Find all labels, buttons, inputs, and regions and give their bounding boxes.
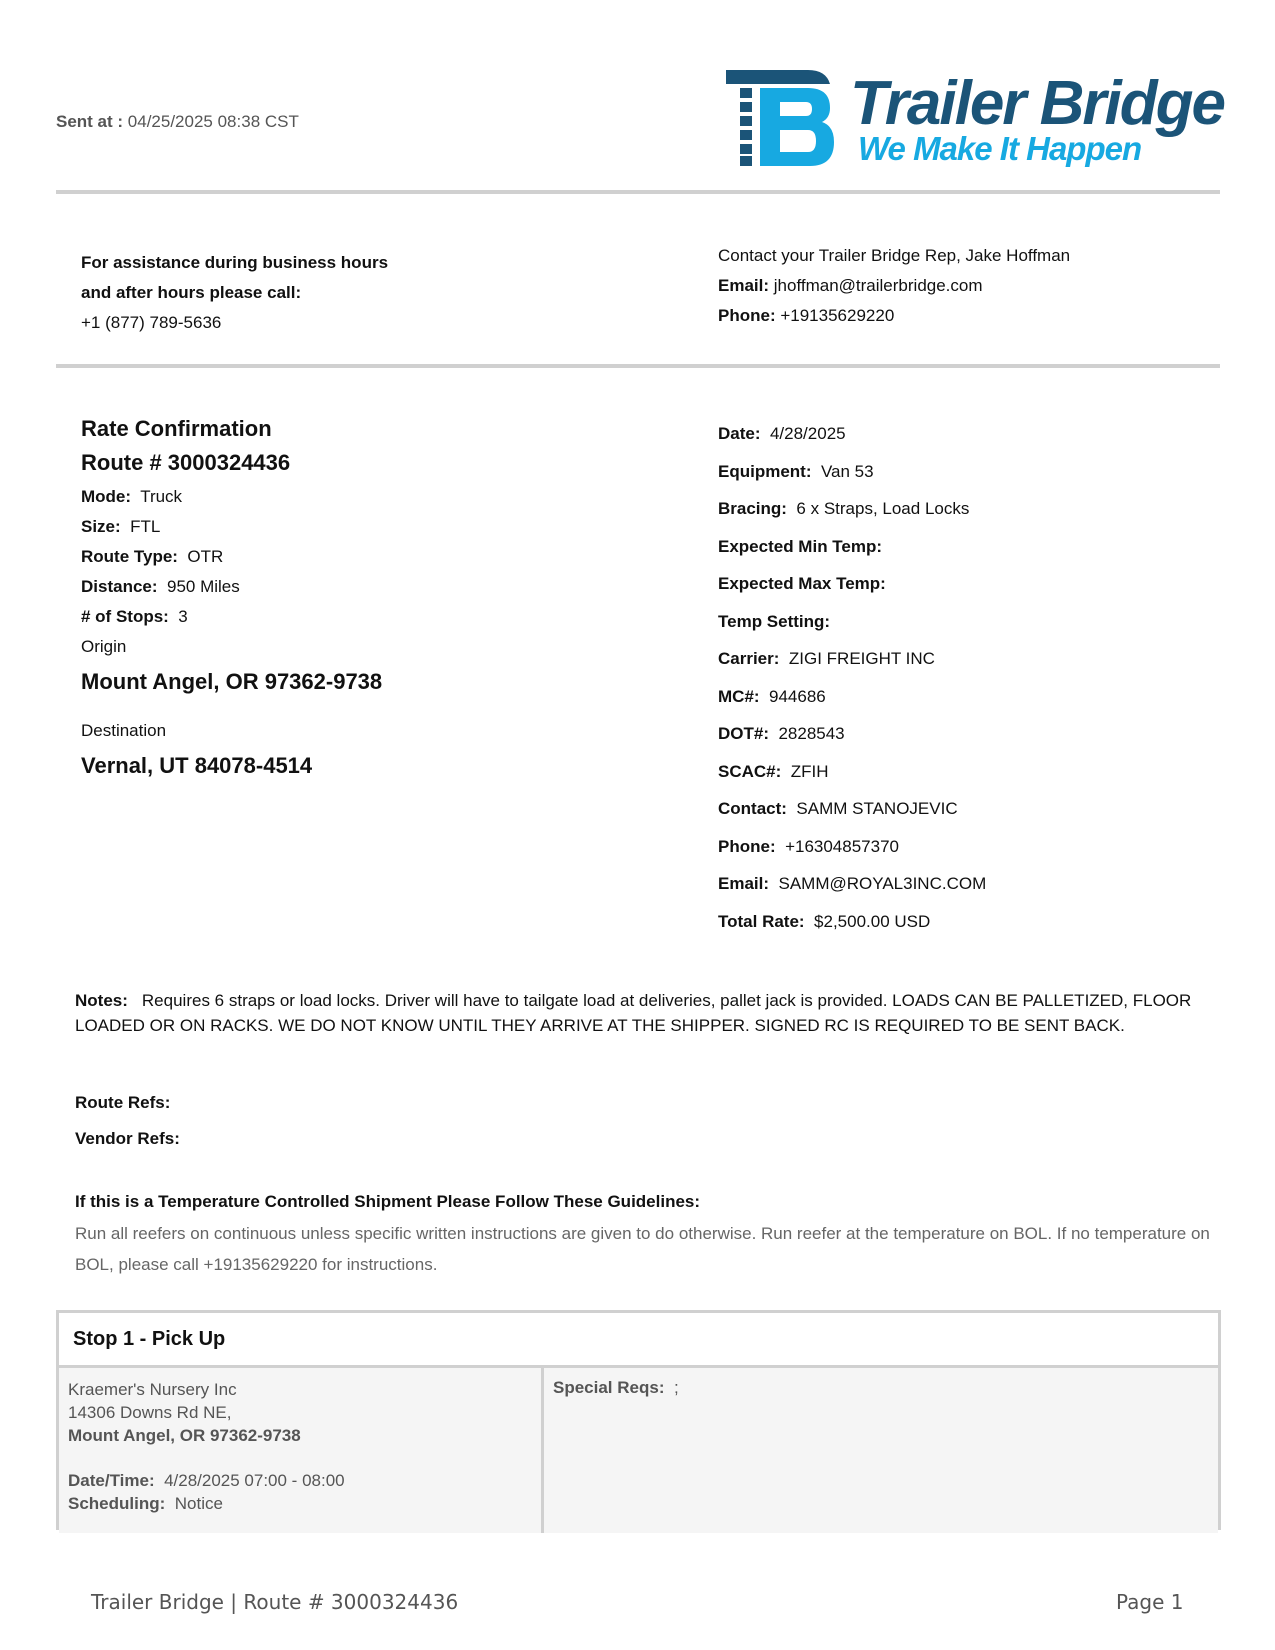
detail-row bbox=[81, 482, 382, 512]
footer-route: Trailer Bridge | Route # 3000324436 bbox=[91, 1590, 459, 1614]
detail-label: Route Type: bbox=[81, 547, 178, 566]
detail-label: Size: bbox=[81, 517, 121, 536]
stop-1-address bbox=[59, 1368, 541, 1533]
stop-1-special-reqs bbox=[544, 1368, 1218, 1533]
detail-row bbox=[81, 512, 382, 542]
rep-phone-label: Phone: bbox=[718, 306, 776, 325]
sent-at bbox=[56, 112, 299, 132]
temp-guidelines-heading: If this is a Temperature Controlled Shipment Please Follow These Guidelines: bbox=[75, 1192, 701, 1211]
summary-row bbox=[718, 828, 986, 866]
page-title: Rate Confirmation bbox=[81, 416, 272, 441]
summary-value: Van 53 bbox=[820, 461, 874, 481]
logo-name: Trailer Bridge bbox=[850, 69, 1225, 138]
detail-value: Truck bbox=[140, 487, 183, 506]
summary-label: DOT#: bbox=[718, 724, 769, 743]
rep-email-label: Email: bbox=[718, 276, 770, 295]
summary-label: Expected Min Temp: bbox=[718, 536, 883, 556]
rep-phone[interactable]: +19135629220 bbox=[780, 306, 895, 325]
summary-row bbox=[718, 528, 986, 566]
detail-row bbox=[81, 542, 382, 572]
summary-label: Bracing: bbox=[718, 499, 787, 518]
trailer-bridge-logo bbox=[726, 70, 1224, 170]
assistance-line-2: and after hours please call: bbox=[81, 283, 302, 302]
detail-label: Distance: bbox=[81, 577, 158, 596]
summary-value: 944686 bbox=[769, 686, 826, 706]
route-number: Route # 3000324436 bbox=[81, 450, 291, 475]
stop-city: Mount Angel, OR 97362-9738 bbox=[68, 1426, 301, 1445]
summary-value: 4/28/2025 bbox=[769, 424, 846, 443]
notes-block bbox=[75, 988, 1225, 1038]
summary-label: Temp Setting: bbox=[718, 611, 831, 631]
summary-value: $2,500.00 USD bbox=[814, 911, 931, 931]
detail-row bbox=[81, 572, 382, 602]
stop-datetime-label: Date/Time: bbox=[68, 1471, 155, 1490]
summary-row bbox=[718, 678, 986, 716]
summary-row bbox=[718, 903, 986, 941]
summary-label: Date: bbox=[718, 424, 761, 443]
sent-at-label: Sent at : bbox=[56, 112, 124, 131]
summary-value: 2828543 bbox=[778, 724, 845, 743]
summary-row bbox=[718, 865, 986, 903]
route-details bbox=[81, 414, 382, 786]
detail-label: # of Stops: bbox=[81, 607, 169, 626]
summary-row bbox=[718, 640, 986, 678]
detail-value: 950 Miles bbox=[166, 577, 240, 596]
summary-row bbox=[718, 565, 986, 603]
summary-row bbox=[718, 753, 986, 791]
assistance-block bbox=[81, 248, 388, 338]
summary-label: MC#: bbox=[718, 686, 760, 706]
notes-label: Notes: bbox=[75, 991, 128, 1010]
tb-logo-mark-icon bbox=[726, 70, 838, 166]
stop-1-panel bbox=[56, 1310, 1221, 1530]
stop-scheduling-label: Scheduling: bbox=[68, 1494, 166, 1513]
summary-label: Email: bbox=[718, 874, 770, 893]
rep-email[interactable]: jhoffman@trailerbridge.com bbox=[773, 276, 983, 295]
temp-guidelines-text: Run all reefers on continuous unless specific written instructions are given to do otherwise. Run reefer at the temperature on BOL. If no temperature on BOL, please call +19135629220 for instructions. bbox=[75, 1224, 1210, 1274]
assistance-phone: +1 (877) 789-5636 bbox=[81, 313, 222, 332]
detail-row bbox=[81, 602, 382, 632]
summary-row bbox=[718, 603, 986, 641]
summary-label: SCAC#: bbox=[718, 761, 782, 781]
route-refs-label: Route Refs: bbox=[75, 1093, 171, 1112]
detail-value: OTR bbox=[187, 547, 224, 566]
summary-row bbox=[718, 790, 986, 828]
logo-tagline: We Make It Happen bbox=[858, 130, 1142, 167]
divider-middle bbox=[56, 364, 1220, 368]
destination-city: Vernal, UT 84078-4514 bbox=[81, 753, 313, 778]
vendor-refs-label: Vendor Refs: bbox=[75, 1129, 180, 1148]
summary-label: Equipment: bbox=[718, 461, 812, 481]
summary-row bbox=[718, 715, 986, 753]
stop-company: Kraemer's Nursery Inc bbox=[68, 1380, 237, 1399]
detail-label: Mode: bbox=[81, 487, 132, 506]
stop-street: 14306 Downs Rd NE, bbox=[68, 1403, 232, 1422]
notes-text: Requires 6 straps or load locks. Driver will have to tailgate load at deliveries, pallet jack is provided. LOADS CAN BE PALLETIZED, FLOOR LOADED OR ON RACKS. WE DO NOT KNOW UNTIL THEY ARRIVE AT THE SHIPPER. SIGNED RC IS REQUIRED TO BE SENT BACK. bbox=[75, 991, 1192, 1035]
rep-contact-block bbox=[718, 241, 1070, 331]
assistance-line-1: For assistance during business hours bbox=[81, 253, 389, 272]
summary-value: ZIGI FREIGHT INC bbox=[788, 649, 935, 668]
summary-value: ZFIH bbox=[790, 761, 829, 781]
summary-row bbox=[718, 415, 986, 453]
stop-scheduling: Notice bbox=[174, 1494, 223, 1513]
stop-datetime: 4/28/2025 07:00 - 08:00 bbox=[164, 1471, 345, 1490]
summary-label: Contact: bbox=[718, 799, 787, 818]
shipment-summary bbox=[718, 415, 986, 940]
summary-value: SAMM STANOJEVIC bbox=[796, 799, 958, 818]
sent-at-value: 04/25/2025 08:38 CST bbox=[127, 112, 299, 131]
summary-label: Total Rate: bbox=[718, 911, 805, 931]
summary-label: Phone: bbox=[718, 836, 776, 856]
summary-row bbox=[718, 490, 986, 528]
summary-value: +16304857370 bbox=[785, 836, 899, 856]
origin-label: Origin bbox=[81, 637, 127, 656]
stop-1-title: Stop 1 - Pick Up bbox=[59, 1313, 1218, 1368]
summary-label: Carrier: bbox=[718, 649, 780, 668]
divider-top bbox=[56, 190, 1220, 194]
rep-intro: Contact your Trailer Bridge Rep, Jake Hoffman bbox=[718, 246, 1071, 265]
destination-label: Destination bbox=[81, 721, 167, 740]
summary-label: Expected Max Temp: bbox=[718, 574, 886, 593]
summary-value: 6 x Straps, Load Locks bbox=[796, 499, 970, 518]
summary-value: SAMM@ROYAL3INC.COM bbox=[778, 874, 987, 893]
detail-value: FTL bbox=[130, 517, 161, 536]
detail-value: 3 bbox=[178, 607, 188, 626]
summary-row bbox=[718, 453, 986, 491]
origin-city: Mount Angel, OR 97362-9738 bbox=[81, 669, 383, 694]
footer-page-number: Page 1 bbox=[1116, 1590, 1184, 1614]
special-reqs-value: ; bbox=[673, 1378, 679, 1397]
special-reqs-label: Special Reqs: bbox=[553, 1378, 665, 1397]
